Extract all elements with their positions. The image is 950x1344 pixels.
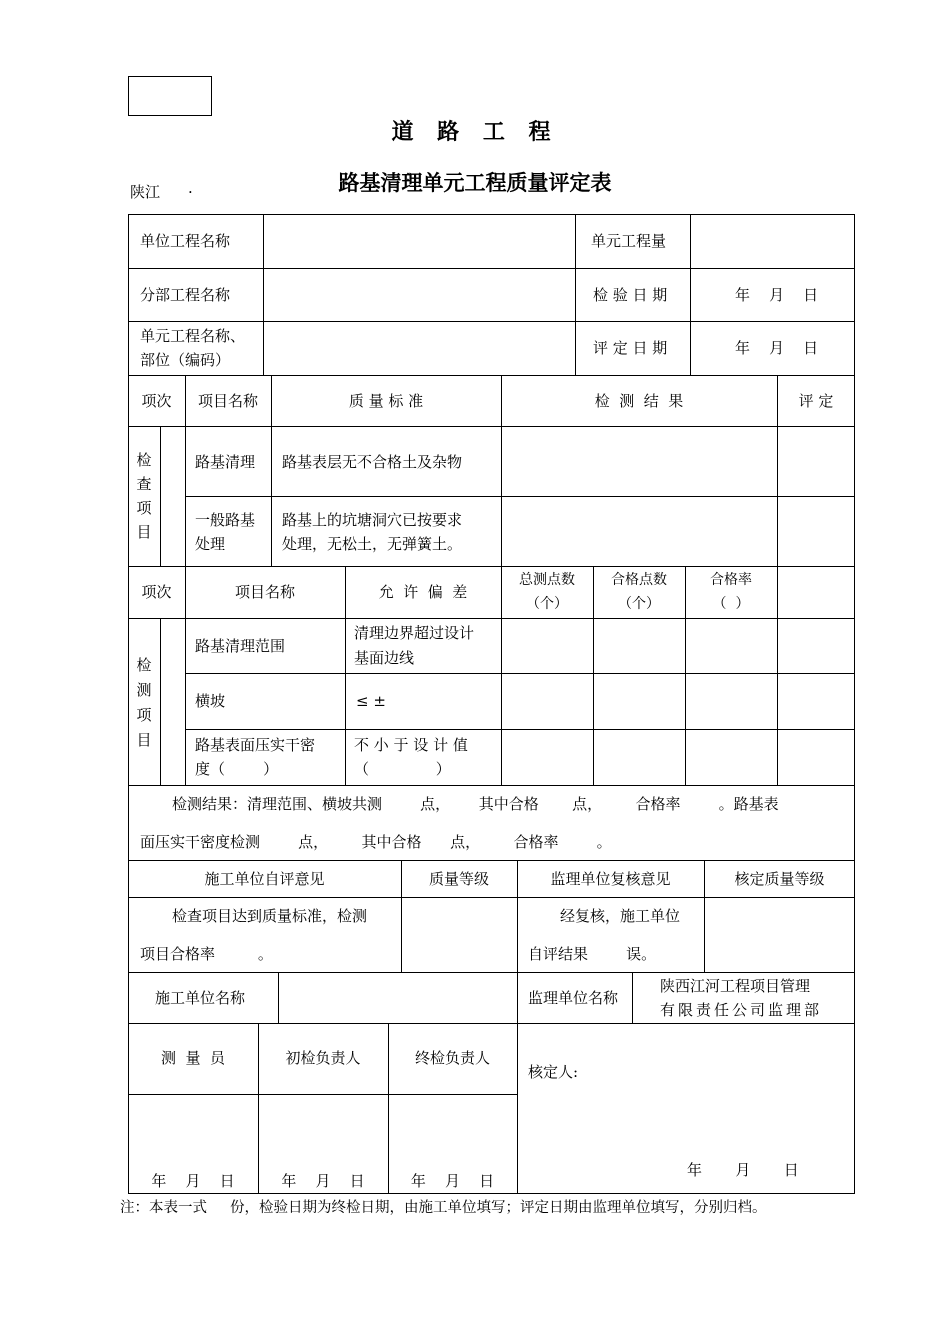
footnote: 注：本表一式 份，检验日期为终检日期，由施工单位填写；评定日期由监理单位填写，分别归档。 (120, 1200, 767, 1216)
result-text-line-2: 面压实干密度检测 点， 其中合格 点， 合格率 。 (140, 833, 612, 851)
check-row-standard: 路基上的坑塘洞穴已按要求 (282, 511, 463, 529)
verifier-date: 年 月 日 (687, 1161, 799, 1179)
location-dot: · (188, 183, 193, 201)
inspect-date-value: 年 月 日 (735, 286, 819, 304)
supervisor-name-2: 有限责任公司监理部 (660, 1001, 823, 1019)
final-inspector-label: 终检负责人 (414, 1049, 490, 1067)
check-row-standard-2: 处理，无松土，无弹簧土。 (282, 535, 463, 553)
contractor-name-label: 施工单位名称 (155, 989, 246, 1007)
inspect-date-label: 检 验 日 期 (593, 286, 668, 304)
measure-row-tolerance: 清理边界超过设计 (354, 624, 475, 642)
contractor-self-eval-header: 施工单位自评意见 (204, 870, 325, 888)
element-name-label-2: 部位（编码） (140, 351, 231, 369)
sub-project-name-label: 分部工程名称 (140, 286, 231, 304)
m-col-item-no: 项次 (141, 583, 172, 601)
m-col-rate-unit: （ ） (712, 596, 750, 612)
result-text-line-1: 检测结果：清理范围、横坡共测 点， 其中合格 点， 合格率 。路基表 (172, 795, 779, 813)
measure-side-label-3: 项 (136, 706, 152, 724)
measure-row-tolerance: ≤ ± (356, 692, 386, 710)
measure-side-label-4: 目 (136, 731, 152, 749)
check-side-label-4: 目 (136, 523, 152, 541)
location-label: 陕江 (130, 183, 161, 201)
m-col-rate: 合格率 (710, 572, 752, 588)
col-rating: 评 定 (798, 392, 834, 410)
m-col-total: 总测点数 (519, 572, 575, 588)
m-col-item-name: 项目名称 (234, 583, 295, 601)
m-col-total-unit: （个） (526, 596, 568, 612)
form-title: 路基清理单元工程质量评定表 (338, 171, 612, 195)
m-col-pass: 合格点数 (611, 572, 667, 588)
supervisor-review-header: 监理单位复核意见 (550, 870, 671, 888)
unit-element-qty-label: 单元工程量 (591, 232, 667, 250)
measure-row-tolerance-2: 基面边线 (354, 649, 415, 667)
measure-row-name: 横坡 (195, 692, 226, 710)
m-col-pass-unit: （个） (618, 596, 660, 612)
col-result: 检 测 结 果 (594, 392, 684, 410)
final-inspector-date: 年 月 日 (410, 1172, 495, 1190)
measure-row-name: 路基表面压实干密 (195, 736, 316, 754)
m-col-tolerance: 允 许 偏 差 (378, 583, 468, 601)
contractor-opinion-text: 检查项目达到质量标准，检测 (172, 907, 368, 925)
col-item-name: 项目名称 (197, 392, 258, 410)
check-row-name-2: 处理 (195, 535, 226, 553)
supervisor-opinion-text-2: 自评结果 误。 (528, 945, 657, 963)
measure-side-label-1: 检 (136, 656, 152, 674)
check-side-label-2: 查 (136, 475, 152, 493)
measure-row-name-2: 度（ ） (195, 760, 279, 778)
initial-inspector-label: 初检负责人 (285, 1049, 361, 1067)
check-side-label-3: 项 (136, 499, 152, 517)
check-row-name: 一般路基 (195, 511, 256, 529)
eval-date-label: 评 定 日 期 (593, 339, 668, 357)
contractor-opinion-text-2: 项目合格率 。 (140, 945, 273, 963)
measure-row-tolerance-2: （ ） (354, 760, 451, 778)
page-title: 道 路 工 程 (391, 120, 559, 145)
measure-side-label-2: 测 (136, 681, 152, 699)
col-standard: 质 量 标 准 (348, 392, 424, 410)
col-item-no: 项次 (141, 392, 172, 410)
surveyor-label: 测 量 员 (160, 1049, 226, 1067)
measure-row-tolerance: 不 小 于 设 计 值 (354, 736, 468, 754)
check-side-label-1: 检 (136, 451, 152, 469)
initial-inspector-date: 年 月 日 (281, 1172, 365, 1190)
verified-grade-header: 核定质量等级 (734, 870, 825, 888)
code-box (128, 76, 212, 116)
quality-grade-header: 质量等级 (428, 870, 489, 888)
check-row-name: 路基清理 (195, 453, 256, 471)
supervisor-name: 陕西江河工程项目管理 (660, 977, 811, 995)
element-name-label: 单元工程名称、 (140, 327, 246, 345)
eval-date-value: 年 月 日 (735, 339, 819, 357)
verifier-label: 核定人: (528, 1063, 579, 1081)
measure-row-name: 路基清理范围 (195, 637, 286, 655)
supervisor-name-label: 监理单位名称 (528, 989, 619, 1007)
check-row-standard: 路基表层无不合格土及杂物 (282, 453, 463, 471)
supervisor-opinion-text: 经复核，施工单位 (560, 907, 681, 925)
unit-project-name-label: 单位工程名称 (140, 232, 231, 250)
surveyor-date: 年 月 日 (151, 1172, 235, 1190)
